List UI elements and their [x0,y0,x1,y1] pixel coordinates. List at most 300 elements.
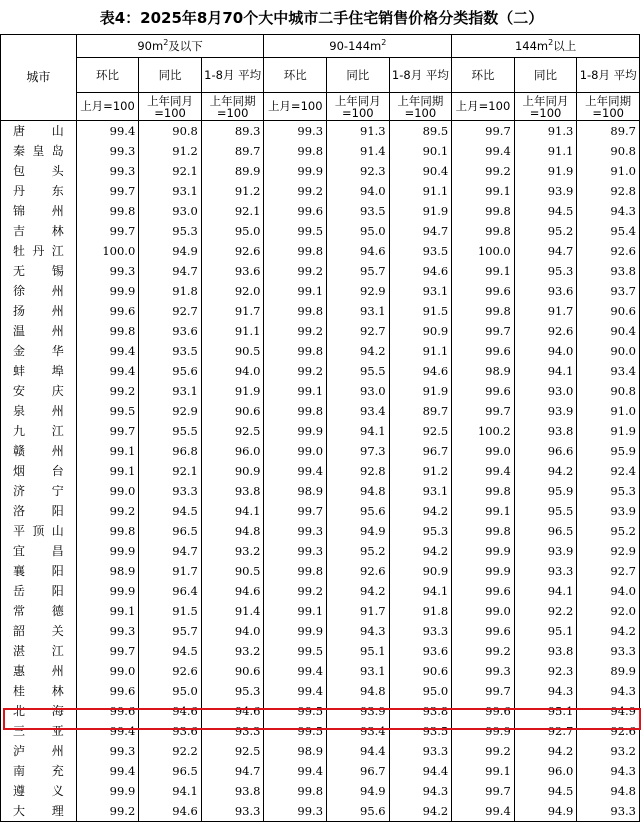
value-cell: 95.4 [577,221,640,241]
value-cell: 95.3 [389,521,452,541]
subheader-avg: 1-8月 平均 [577,58,640,93]
value-cell: 99.9 [76,781,139,801]
value-cell: 99.6 [452,621,515,641]
value-cell: 99.1 [452,261,515,281]
table-row [1,641,640,661]
value-cell: 96.4 [139,581,202,601]
value-cell: 93.1 [327,661,390,681]
value-cell: 92.3 [327,161,390,181]
value-cell: 93.5 [389,241,452,261]
city-cell: 北海 [1,701,77,721]
table-row [1,681,640,701]
value-cell: 89.7 [389,401,452,421]
value-cell: 93.9 [514,401,577,421]
city-cell: 无锡 [1,261,77,281]
value-cell: 92.9 [139,401,202,421]
value-cell: 93.6 [389,641,452,661]
value-cell: 94.7 [139,261,202,281]
table-row [1,201,640,221]
value-cell: 94.6 [201,581,264,601]
value-cell: 92.9 [577,541,640,561]
value-cell: 92.2 [514,601,577,621]
value-cell: 94.8 [201,521,264,541]
value-cell: 99.5 [264,641,327,661]
value-cell: 94.1 [201,501,264,521]
value-cell: 100.2 [452,421,515,441]
value-cell: 95.5 [514,501,577,521]
value-cell: 91.1 [389,341,452,361]
base-avg: 上年同期=100 [577,93,640,121]
value-cell: 99.7 [452,681,515,701]
city-cell: 大理 [1,801,77,822]
value-cell: 94.8 [327,681,390,701]
value-cell: 93.3 [514,561,577,581]
value-cell: 99.3 [76,141,139,161]
value-cell: 99.8 [452,481,515,501]
value-cell: 91.9 [514,161,577,181]
value-cell: 94.8 [327,481,390,501]
value-cell: 93.0 [139,201,202,221]
value-cell: 99.6 [452,581,515,601]
city-cell: 唐山 [1,121,77,142]
value-cell: 95.1 [514,621,577,641]
city-cell: 襄阳 [1,561,77,581]
value-cell: 99.2 [264,581,327,601]
value-cell: 96.6 [514,441,577,461]
value-cell: 93.0 [514,381,577,401]
value-cell: 90.0 [577,341,640,361]
value-cell: 95.0 [139,681,202,701]
city-cell: 宜昌 [1,541,77,561]
value-cell: 90.4 [577,321,640,341]
value-cell: 90.9 [389,321,452,341]
value-cell: 93.6 [201,261,264,281]
city-cell: 蚌埠 [1,361,77,381]
value-cell: 99.4 [264,461,327,481]
value-cell: 99.0 [76,481,139,501]
value-cell: 99.4 [452,141,515,161]
subheader-mom: 环比 [452,58,515,93]
value-cell: 91.0 [577,401,640,421]
value-cell: 92.1 [139,461,202,481]
value-cell: 93.4 [577,361,640,381]
value-cell: 99.8 [76,201,139,221]
value-cell: 92.6 [139,661,202,681]
value-cell: 94.1 [514,361,577,381]
value-cell: 93.9 [514,181,577,201]
value-cell: 99.7 [76,221,139,241]
value-cell: 92.4 [577,461,640,481]
value-cell: 99.4 [76,361,139,381]
table-row [1,321,640,341]
city-cell: 秦皇岛 [1,141,77,161]
value-cell: 93.5 [327,201,390,221]
city-cell: 九江 [1,421,77,441]
value-cell: 95.6 [139,361,202,381]
value-cell: 92.6 [201,241,264,261]
table-row [1,621,640,641]
value-cell: 99.7 [452,321,515,341]
value-cell: 99.9 [264,421,327,441]
value-cell: 99.9 [76,541,139,561]
value-cell: 92.7 [139,301,202,321]
base-yoy: 上年同月=100 [514,93,577,121]
table-row [1,181,640,201]
value-cell: 89.9 [201,161,264,181]
value-cell: 99.7 [452,781,515,801]
value-cell: 94.4 [327,741,390,761]
value-cell: 94.0 [577,581,640,601]
value-cell: 92.2 [139,741,202,761]
value-cell: 99.2 [264,181,327,201]
value-cell: 96.5 [514,521,577,541]
value-cell: 95.2 [577,521,640,541]
value-cell: 91.2 [389,461,452,481]
value-cell: 94.6 [389,261,452,281]
value-cell: 94.3 [577,681,640,701]
value-cell: 91.2 [201,181,264,201]
value-cell: 99.8 [264,401,327,421]
city-cell: 吉林 [1,221,77,241]
value-cell: 94.4 [389,761,452,781]
group-header-large: $144m^2$以上 [452,35,640,58]
value-cell: 99.8 [264,341,327,361]
value-cell: 93.1 [389,481,452,501]
value-cell: 94.5 [514,201,577,221]
table-row [1,361,640,381]
value-cell: 98.9 [264,481,327,501]
value-cell: 94.2 [577,621,640,641]
value-cell: 94.7 [201,761,264,781]
value-cell: 94.6 [389,361,452,381]
value-cell: 99.8 [264,141,327,161]
value-cell: 99.4 [264,681,327,701]
value-cell: 99.2 [452,641,515,661]
value-cell: 95.1 [327,641,390,661]
value-cell: 99.6 [452,341,515,361]
value-cell: 99.3 [264,121,327,142]
value-cell: 99.7 [76,181,139,201]
value-cell: 92.0 [577,601,640,621]
value-cell: 99.6 [452,381,515,401]
value-cell: 93.7 [577,281,640,301]
value-cell: 91.7 [139,561,202,581]
value-cell: 99.7 [76,421,139,441]
city-cell: 济宁 [1,481,77,501]
value-cell: 91.8 [389,601,452,621]
value-cell: 92.8 [577,181,640,201]
value-cell: 95.3 [201,681,264,701]
value-cell: 91.7 [201,301,264,321]
value-cell: 92.6 [577,721,640,741]
value-cell: 93.8 [514,421,577,441]
value-cell: 90.9 [201,461,264,481]
value-cell: 94.2 [327,341,390,361]
table-row [1,301,640,321]
value-cell: 99.8 [76,321,139,341]
value-cell: 94.7 [389,221,452,241]
value-cell: 89.3 [201,121,264,142]
base-mom: 上月=100 [264,93,327,121]
city-cell: 扬州 [1,301,77,321]
value-cell: 99.9 [76,281,139,301]
value-cell: 99.7 [264,501,327,521]
table-row [1,401,640,421]
value-cell: 90.6 [577,301,640,321]
subheader-mom: 环比 [264,58,327,93]
table-row [1,721,640,741]
city-cell: 惠州 [1,661,77,681]
value-cell: 93.0 [327,381,390,401]
value-cell: 99.0 [264,441,327,461]
value-cell: 93.5 [389,721,452,741]
value-cell: 94.5 [139,501,202,521]
value-cell: 94.0 [327,181,390,201]
value-cell: 94.3 [514,681,577,701]
value-cell: 91.3 [327,121,390,142]
value-cell: 91.2 [139,141,202,161]
value-cell: 99.1 [76,461,139,481]
value-cell: 95.6 [327,801,390,822]
city-cell: 包头 [1,161,77,181]
city-column-header: 城市 [1,35,77,121]
subheader-yoy: 同比 [327,58,390,93]
value-cell: 99.0 [76,661,139,681]
city-cell: 温州 [1,321,77,341]
value-cell: 94.1 [327,421,390,441]
value-cell: 90.9 [389,561,452,581]
value-cell: 94.6 [139,801,202,822]
value-cell: 99.0 [452,441,515,461]
value-cell: 99.7 [452,401,515,421]
value-cell: 95.6 [327,501,390,521]
value-cell: 94.2 [514,741,577,761]
value-cell: 95.9 [514,481,577,501]
value-cell: 99.8 [264,301,327,321]
table-row [1,441,640,461]
value-cell: 93.9 [577,501,640,521]
value-cell: 95.9 [577,441,640,461]
city-cell: 赣州 [1,441,77,461]
value-cell: 91.7 [514,301,577,321]
table-row [1,541,640,561]
table-row [1,661,640,681]
city-cell: 桂林 [1,681,77,701]
value-cell: 99.2 [264,261,327,281]
table-row [1,601,640,621]
base-mom: 上月=100 [452,93,515,121]
value-cell: 94.9 [327,521,390,541]
value-cell: 99.6 [76,701,139,721]
table-title: 表4：2025年8月70个大中城市二手住宅销售价格分类指数（二） [99,9,544,27]
city-cell: 锦州 [1,201,77,221]
value-cell: 99.5 [264,221,327,241]
value-cell: 96.8 [139,441,202,461]
value-cell: 91.5 [139,601,202,621]
value-cell: 93.1 [139,381,202,401]
value-cell: 91.1 [389,181,452,201]
value-cell: 99.6 [452,701,515,721]
value-cell: 99.9 [76,581,139,601]
value-cell: 92.6 [514,321,577,341]
value-cell: 94.3 [577,761,640,781]
value-cell: 98.9 [264,741,327,761]
value-cell: 93.3 [577,641,640,661]
value-cell: 99.3 [264,541,327,561]
value-cell: 99.4 [76,341,139,361]
value-cell: 94.6 [327,241,390,261]
value-cell: 99.5 [76,401,139,421]
base-yoy: 上年同月=100 [327,93,390,121]
value-cell: 91.3 [514,121,577,142]
city-cell: 牡丹江 [1,241,77,261]
value-cell: 99.3 [76,741,139,761]
value-cell: 99.4 [76,121,139,142]
value-cell: 99.2 [264,361,327,381]
table-row [1,241,640,261]
value-cell: 94.1 [514,581,577,601]
city-cell: 洛阳 [1,501,77,521]
value-cell: 99.4 [452,801,515,822]
value-cell: 99.4 [76,721,139,741]
value-cell: 96.0 [514,761,577,781]
city-cell: 泉州 [1,401,77,421]
value-cell: 92.6 [327,561,390,581]
value-cell: 99.1 [452,181,515,201]
table-row [1,561,640,581]
value-cell: 92.7 [327,321,390,341]
value-cell: 94.5 [514,781,577,801]
group-header-medium: $90-144m^2$ [264,35,452,58]
value-cell: 99.2 [76,501,139,521]
value-cell: 99.3 [264,521,327,541]
value-cell: 99.4 [452,461,515,481]
city-cell: 遵义 [1,781,77,801]
value-cell: 95.1 [514,701,577,721]
city-cell: 烟台 [1,461,77,481]
table-row [1,261,640,281]
city-cell: 三亚 [1,721,77,741]
value-cell: 94.6 [139,701,202,721]
value-cell: 99.5 [264,701,327,721]
value-cell: 99.1 [452,761,515,781]
value-cell: 90.8 [577,141,640,161]
value-cell: 94.3 [389,781,452,801]
value-cell: 91.9 [389,201,452,221]
value-cell: 100.0 [452,241,515,261]
table-row [1,221,640,241]
value-cell: 91.1 [201,321,264,341]
value-cell: 99.2 [452,741,515,761]
value-cell: 93.8 [201,781,264,801]
value-cell: 99.8 [264,781,327,801]
value-cell: 94.2 [514,461,577,481]
value-cell: 93.8 [577,261,640,281]
value-cell: 92.1 [139,161,202,181]
value-cell: 99.7 [452,121,515,142]
base-mom: 上月=100 [76,93,139,121]
value-cell: 99.9 [264,621,327,641]
table-row [1,761,640,781]
value-cell: 90.1 [389,141,452,161]
table-row [1,121,640,142]
table-row [1,281,640,301]
value-cell: 92.6 [577,241,640,261]
table-row [1,801,640,822]
value-cell: 92.8 [327,461,390,481]
value-cell: 95.0 [201,221,264,241]
city-cell: 常德 [1,601,77,621]
value-cell: 99.1 [76,441,139,461]
value-cell: 89.7 [577,121,640,142]
value-cell: 99.8 [264,241,327,261]
value-cell: 99.1 [264,281,327,301]
value-cell: 99.7 [76,641,139,661]
value-cell: 99.2 [264,321,327,341]
value-cell: 92.1 [201,201,264,221]
value-cell: 93.1 [327,301,390,321]
value-cell: 99.6 [76,301,139,321]
table-row [1,481,640,501]
value-cell: 99.8 [264,561,327,581]
city-cell: 南充 [1,761,77,781]
value-cell: 96.7 [327,761,390,781]
value-cell: 95.2 [514,221,577,241]
table-row [1,701,640,721]
subheader-avg: 1-8月 平均 [389,58,452,93]
value-cell: 92.7 [514,721,577,741]
value-cell: 90.4 [389,161,452,181]
table-body [1,121,640,822]
subheader-yoy: 同比 [514,58,577,93]
value-cell: 93.3 [139,481,202,501]
value-cell: 99.1 [264,601,327,621]
value-cell: 94.8 [577,781,640,801]
value-cell: 94.9 [327,781,390,801]
city-cell: 徐州 [1,281,77,301]
value-cell: 93.3 [389,741,452,761]
value-cell: 93.6 [514,281,577,301]
value-cell: 93.2 [201,641,264,661]
value-cell: 93.8 [514,641,577,661]
city-cell: 湛江 [1,641,77,661]
value-cell: 97.3 [327,441,390,461]
value-cell: 96.5 [139,761,202,781]
table-header [1,35,640,121]
value-cell: 94.2 [327,581,390,601]
value-cell: 94.2 [389,541,452,561]
value-cell: 96.0 [201,441,264,461]
value-cell: 95.5 [327,361,390,381]
table-row [1,781,640,801]
value-cell: 99.4 [264,761,327,781]
value-cell: 91.4 [327,141,390,161]
city-cell: 平顶山 [1,521,77,541]
value-cell: 89.9 [577,661,640,681]
value-cell: 96.5 [139,521,202,541]
value-cell: 93.8 [389,701,452,721]
value-cell: 93.4 [327,401,390,421]
value-cell: 93.3 [389,621,452,641]
value-cell: 90.5 [201,341,264,361]
table-row [1,581,640,601]
value-cell: 94.6 [201,701,264,721]
value-cell: 90.8 [139,121,202,142]
base-yoy: 上年同月=100 [139,93,202,121]
value-cell: 99.1 [264,381,327,401]
value-cell: 95.0 [327,221,390,241]
value-cell: 99.2 [76,801,139,822]
